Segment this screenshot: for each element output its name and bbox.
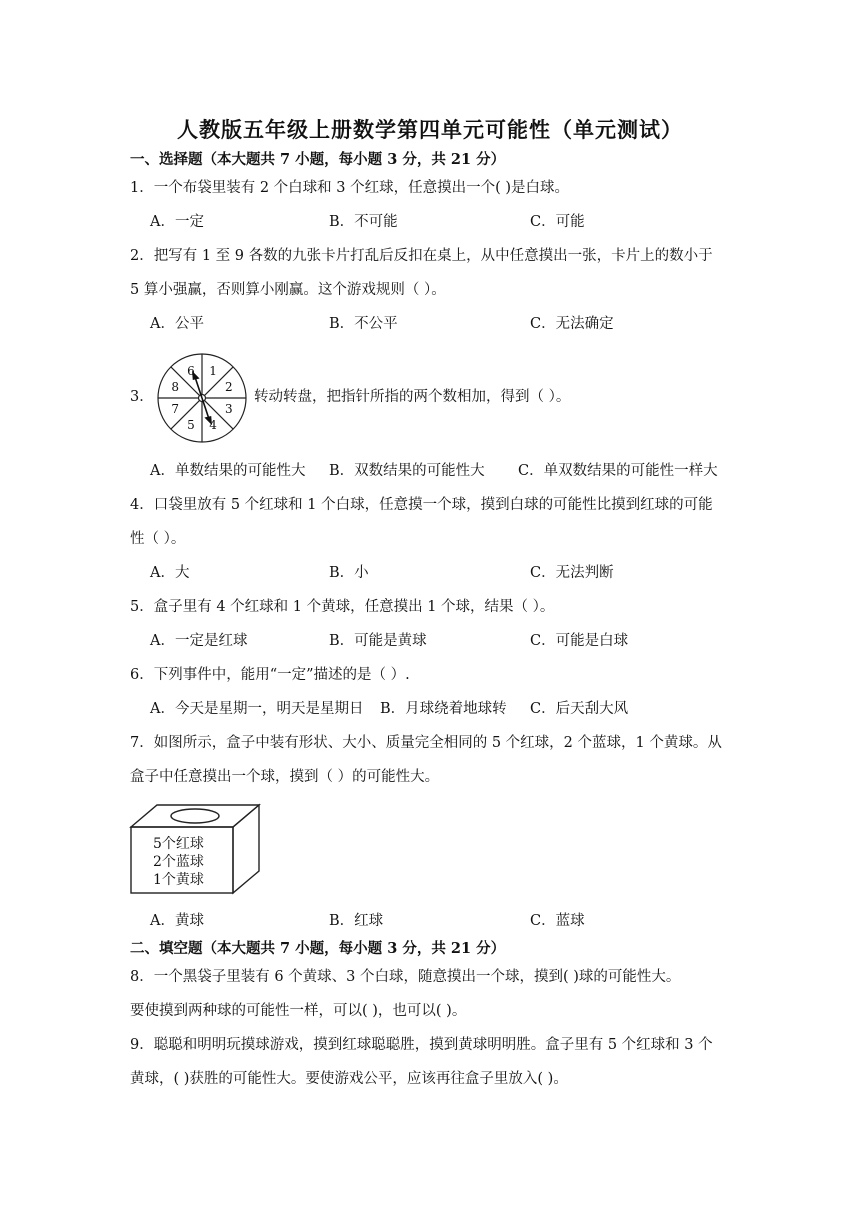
spinner-number: 4: [209, 417, 217, 432]
q2-option-c: C．无法确定: [530, 316, 614, 332]
q3-number: 3．: [130, 389, 154, 405]
q6-option-b: B．月球绕着地球转: [380, 701, 507, 717]
q2-text-line2: 5 算小强赢，否则算小刚赢。这个游戏规则（ ）。: [130, 282, 446, 298]
q4-option-c: C．无法判断: [530, 565, 614, 581]
ball-box-figure: [129, 803, 261, 895]
section-fill-heading: 二、填空题（本大题共 7 小题，每小题 3 分，共 21 分）: [130, 940, 506, 957]
q2-option-b: B．不公平: [329, 316, 398, 332]
spinner-number: 1: [209, 364, 217, 379]
q9-text-line2: 黄球，( )获胜的可能性大。要使游戏公平，应该再往盒子里放入( )。: [130, 1071, 568, 1087]
q8-text-line2: 要使摸到两种球的可能性一样，可以( )，也可以( )。: [130, 1003, 467, 1019]
q1-option-c: C．可能: [530, 214, 585, 230]
q1-text: 1．一个布袋里装有 2 个白球和 3 个红球，任意摸出一个( )是白球。: [130, 180, 570, 196]
q3-option-a: A．单数结果的可能性大: [150, 463, 306, 479]
q6-option-a: A．今天是星期一，明天是星期日: [150, 701, 364, 717]
q6-option-c: C．后天刮大风: [530, 701, 629, 717]
q7-text-line2: 盒子中任意摸出一个球，摸到（ ）的可能性大。: [130, 769, 440, 785]
q2-text-line1: 2．把写有 1 至 9 各数的九张卡片打乱后反扣在桌上，从中任意摸出一张，卡片上的数小于: [130, 248, 713, 264]
q5-option-a: A．一定是红球: [150, 633, 248, 649]
spinner-number: 5: [187, 417, 195, 432]
q7-option-c: C．蓝球: [530, 913, 585, 929]
q7-option-a: A．黄球: [150, 913, 204, 929]
spinner-number: 7: [171, 402, 180, 417]
spinner-number: 6: [187, 364, 195, 379]
q5-option-c: C．可能是白球: [530, 633, 629, 649]
q9-text-line1: 9．聪聪和明明玩摸球游戏，摸到红球聪聪胜，摸到黄球明明胜。盒子里有 5 个红球和 3 个: [130, 1037, 713, 1053]
spinner-number: 8: [171, 379, 180, 394]
q4-text-line1: 4．口袋里放有 5 个红球和 1 个白球，任意摸一个球，摸到白球的可能性比摸到红球的可能: [130, 497, 713, 513]
box-label-blue: 2个蓝球: [153, 854, 204, 870]
exam-title: 人教版五年级上册数学第四单元可能性（单元测试）: [177, 117, 683, 142]
q2-option-a: A．公平: [150, 316, 204, 332]
q1-option-b: B．不可能: [329, 214, 398, 230]
q5-option-b: B．可能是黄球: [329, 633, 427, 649]
q8-text-line1: 8．一个黑袋子里装有 6 个黄球、3 个白球，随意摸出一个球，摸到( )球的可能性大。: [130, 969, 681, 985]
q4-option-b: B．小: [329, 565, 369, 581]
section-choice-heading: 一、选择题（本大题共 7 小题，每小题 3 分，共 21 分）: [130, 151, 506, 168]
q1-option-a: A．一定: [150, 214, 204, 230]
q3-option-b: B．双数结果的可能性大: [329, 463, 485, 479]
q3-option-c: C．单双数结果的可能性一样大: [518, 463, 718, 479]
spinner-number: 3: [224, 402, 233, 417]
q6-text: 6．下列事件中，能用“一定”描述的是（ ）.: [130, 667, 410, 683]
spinner-number: 2: [224, 379, 233, 394]
q3-text: 转动转盘，把指针所指的两个数相加，得到（ ）。: [254, 389, 571, 405]
q4-text-line2: 性（ ）。: [130, 531, 186, 547]
box-label-red: 5个红球: [153, 836, 204, 852]
box-label-yellow: 1个黄球: [153, 872, 204, 888]
spinner-figure: [150, 351, 254, 445]
q7-option-b: B．红球: [329, 913, 384, 929]
q4-option-a: A．大: [150, 565, 190, 581]
q7-text-line1: 7．如图所示，盒子中装有形状、大小、质量完全相同的 5 个红球，2 个蓝球，1 个黄球。从: [130, 735, 722, 751]
q5-text: 5．盒子里有 4 个红球和 1 个黄球，任意摸出 1 个球，结果（ ）。: [130, 599, 555, 615]
